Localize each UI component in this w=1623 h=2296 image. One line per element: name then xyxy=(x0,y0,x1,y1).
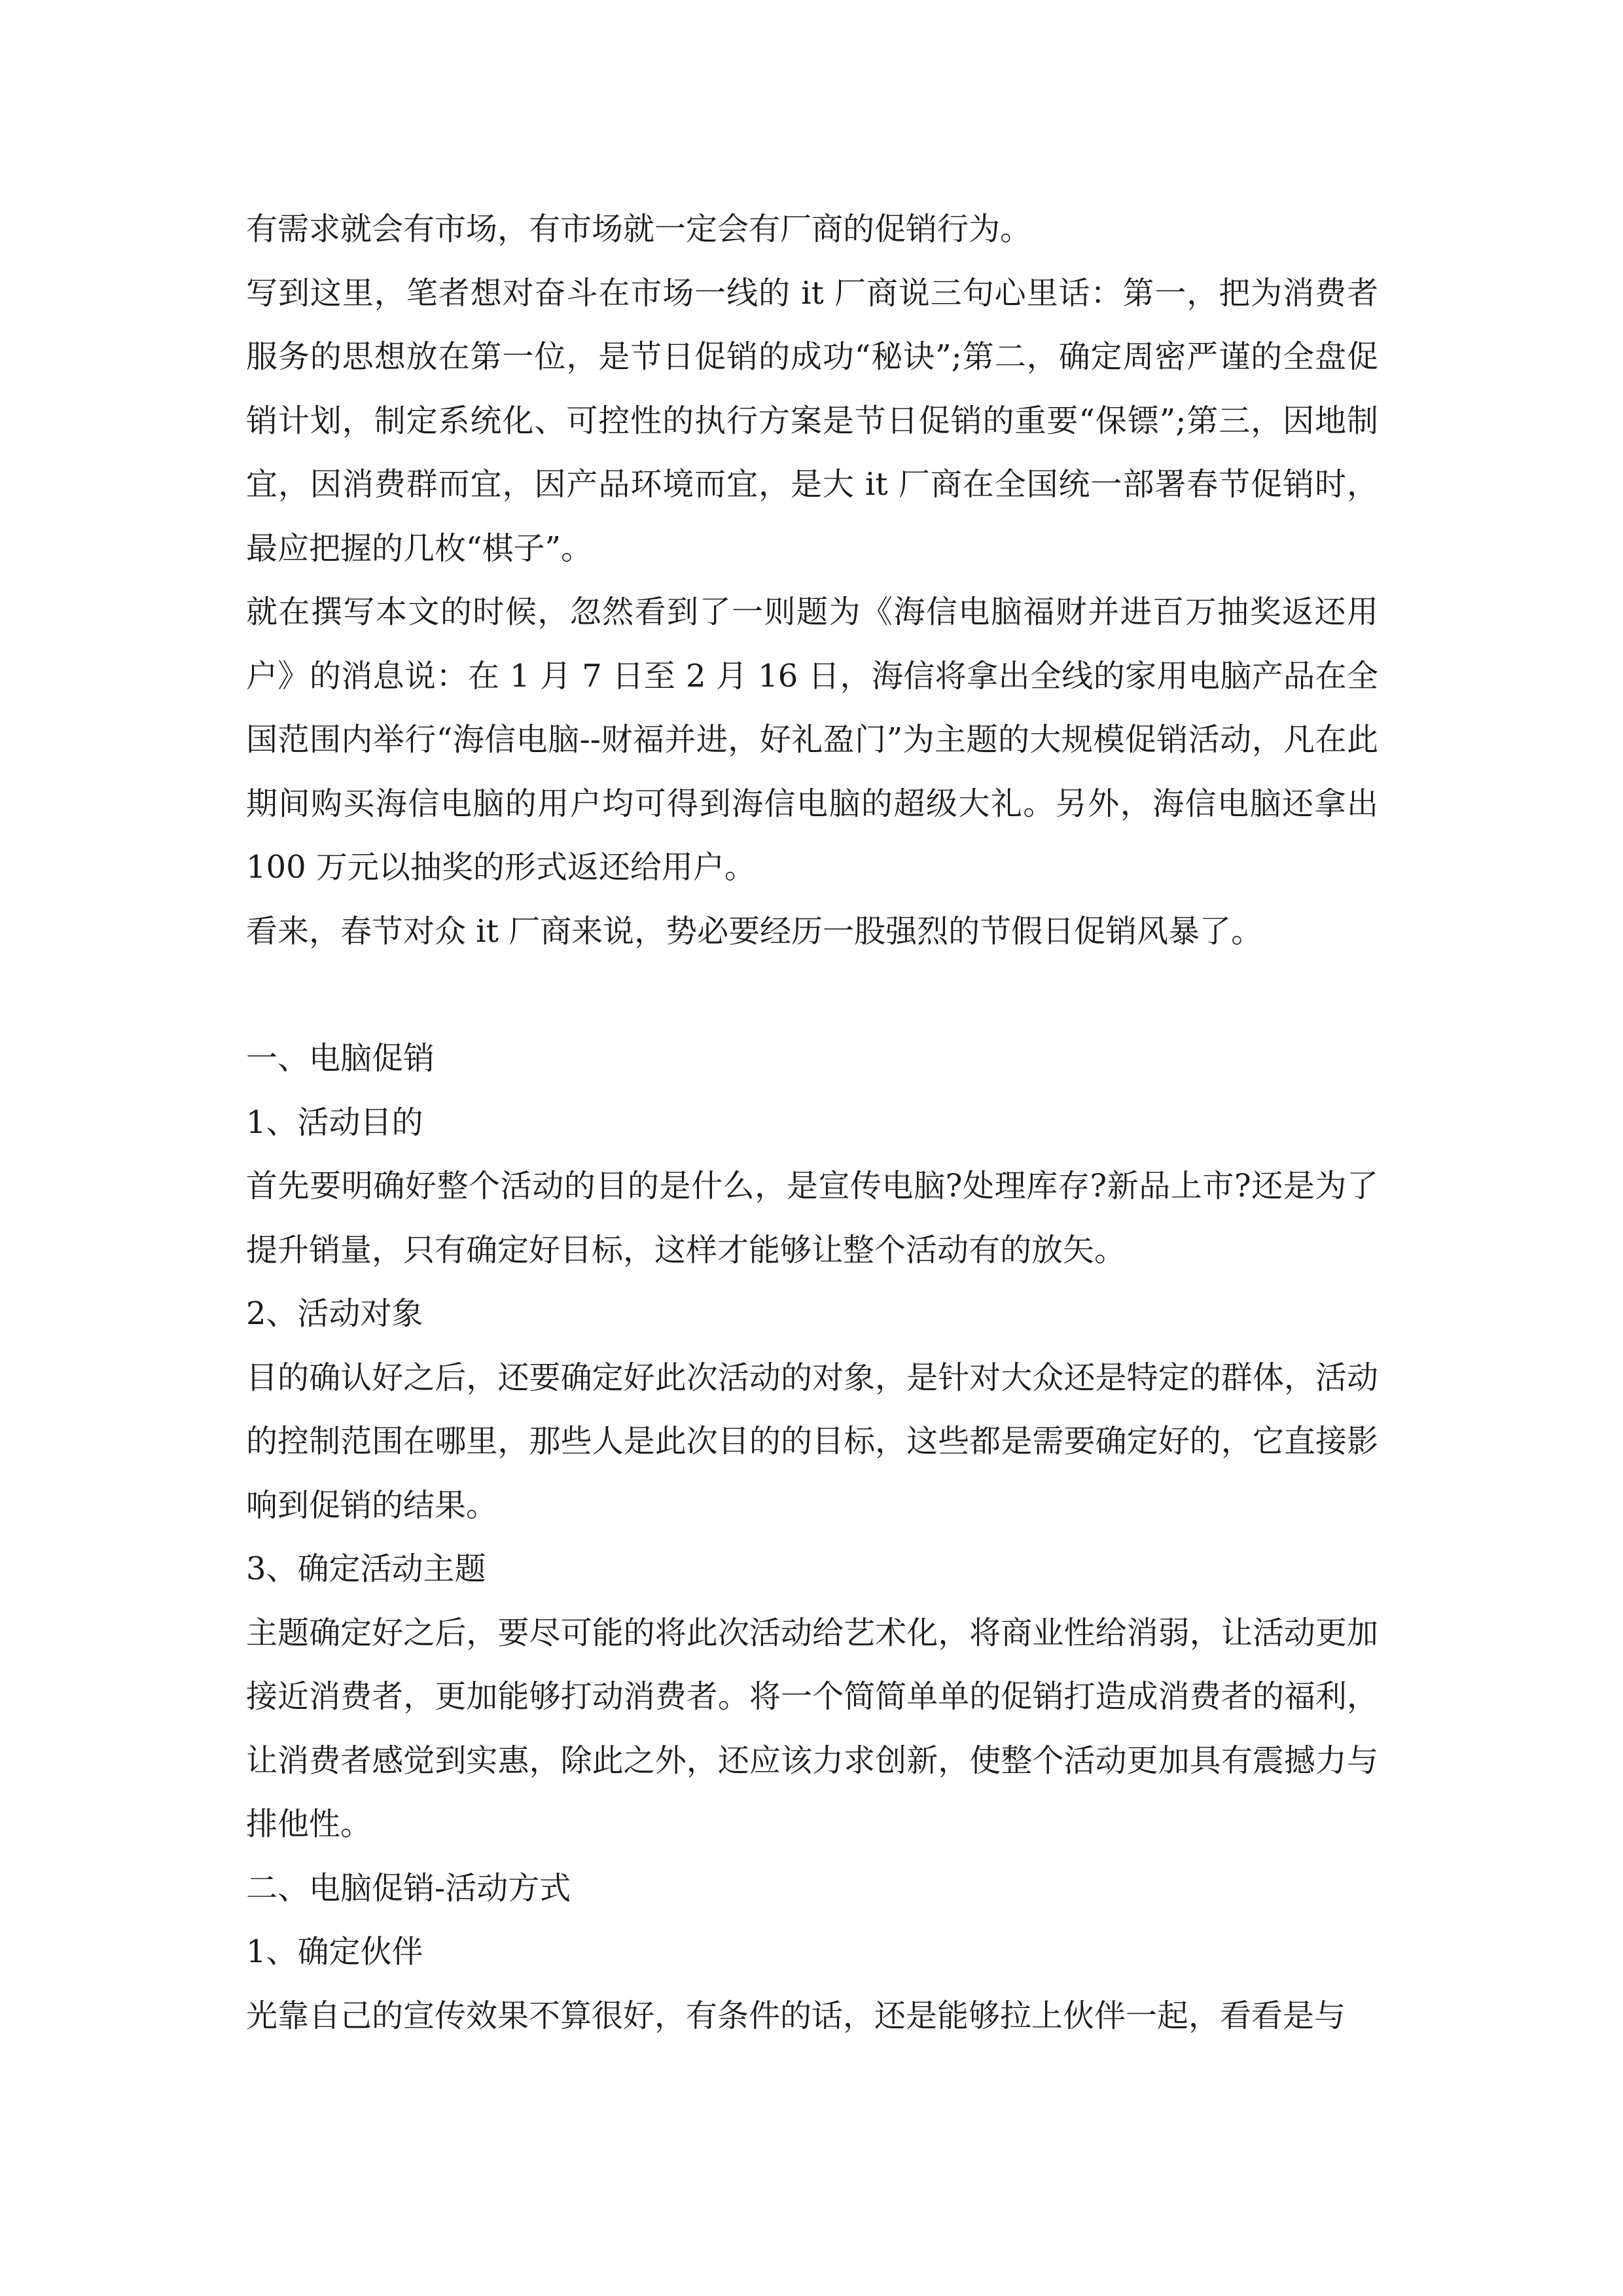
item-text-partner: 光靠自己的宣传效果不算很好，有条件的话，还是能够拉上伙伴一起，看看是与 xyxy=(246,1997,1346,2034)
item-text-theme: 主题确定好之后，要尽可能的将此次活动给艺术化，将商业性给消弱，让活动更加接近消费者，更加能够打动消费者。将一个简简单单的促销打造成消费者的福利，让消费者感觉到实惠，除此之外，还应该力求创新，使整个活动更加具有震撼力与排他性。 xyxy=(246,1614,1378,1842)
item-heading-theme: 3、确定活动主题 xyxy=(246,1551,486,1587)
item-heading-partner: 1、确定伙伴 xyxy=(246,1933,423,1970)
paragraph-intro: 有需求就会有市场，有市场就一定会有厂商的促销行为。 xyxy=(246,211,1032,247)
item-text-target: 目的确认好之后，还要确定好此次活动的对象，是针对大众还是特定的群体，活动的控制范围在哪里，那些人是此次目的的目标，这些都是需要确定好的，它直接影响到促销的结果。 xyxy=(246,1359,1378,1524)
item-heading-target: 2、活动对象 xyxy=(246,1295,423,1332)
section-spacer xyxy=(246,963,1378,1027)
document-body xyxy=(246,198,1378,2048)
section-heading-1: 一、电脑促销 xyxy=(246,1040,435,1077)
paragraph-advice: 写到这里，笔者想对奋斗在市场一线的 it 厂商说三句心里话：第一，把为消费者服务的思想放在第一位，是节日促销的成功“秘诀”;第二，确定周密严谨的全盘促销计划，制定系统化、可控性的执行方案是节日促销的重要“保镖”;第三，因地制宜，因消费群而宜，因产品环境而宜，是大 it 厂商在全国统一部署春节促销时，最应把握的几枚“棋子”。 xyxy=(246,274,1378,567)
paragraph-hisense: 就在撰写本文的时候，忽然看到了一则题为《海信电脑福财并进百万抽奖返还用户》的消息说：在 1 月 7 日至 2 月 16 日，海信将拿出全线的家用电脑产品在全国范围内举行“海信电脑--财福并进，好礼盈门”为主题的大规模促销活动，凡在此期间购买海信电脑的用户均可得到海信电脑的超级大礼。另外，海信电脑还拿出 100 万元以抽奖的形式返还给用户。 xyxy=(246,594,1378,886)
item-text-purpose: 首先要明确好整个活动的目的是什么，是宣传电脑?处理库存?新品上市?还是为了提升销量，只有确定好目标，这样才能够让整个活动有的放矢。 xyxy=(246,1168,1378,1268)
item-heading-purpose: 1、活动目的 xyxy=(246,1103,423,1141)
paragraph-conclusion: 看来，春节对众 it 厂商来说，势必要经历一股强烈的节假日促销风暴了。 xyxy=(246,912,1263,950)
section-heading-2: 二、电脑促销-活动方式 xyxy=(246,1869,571,1907)
